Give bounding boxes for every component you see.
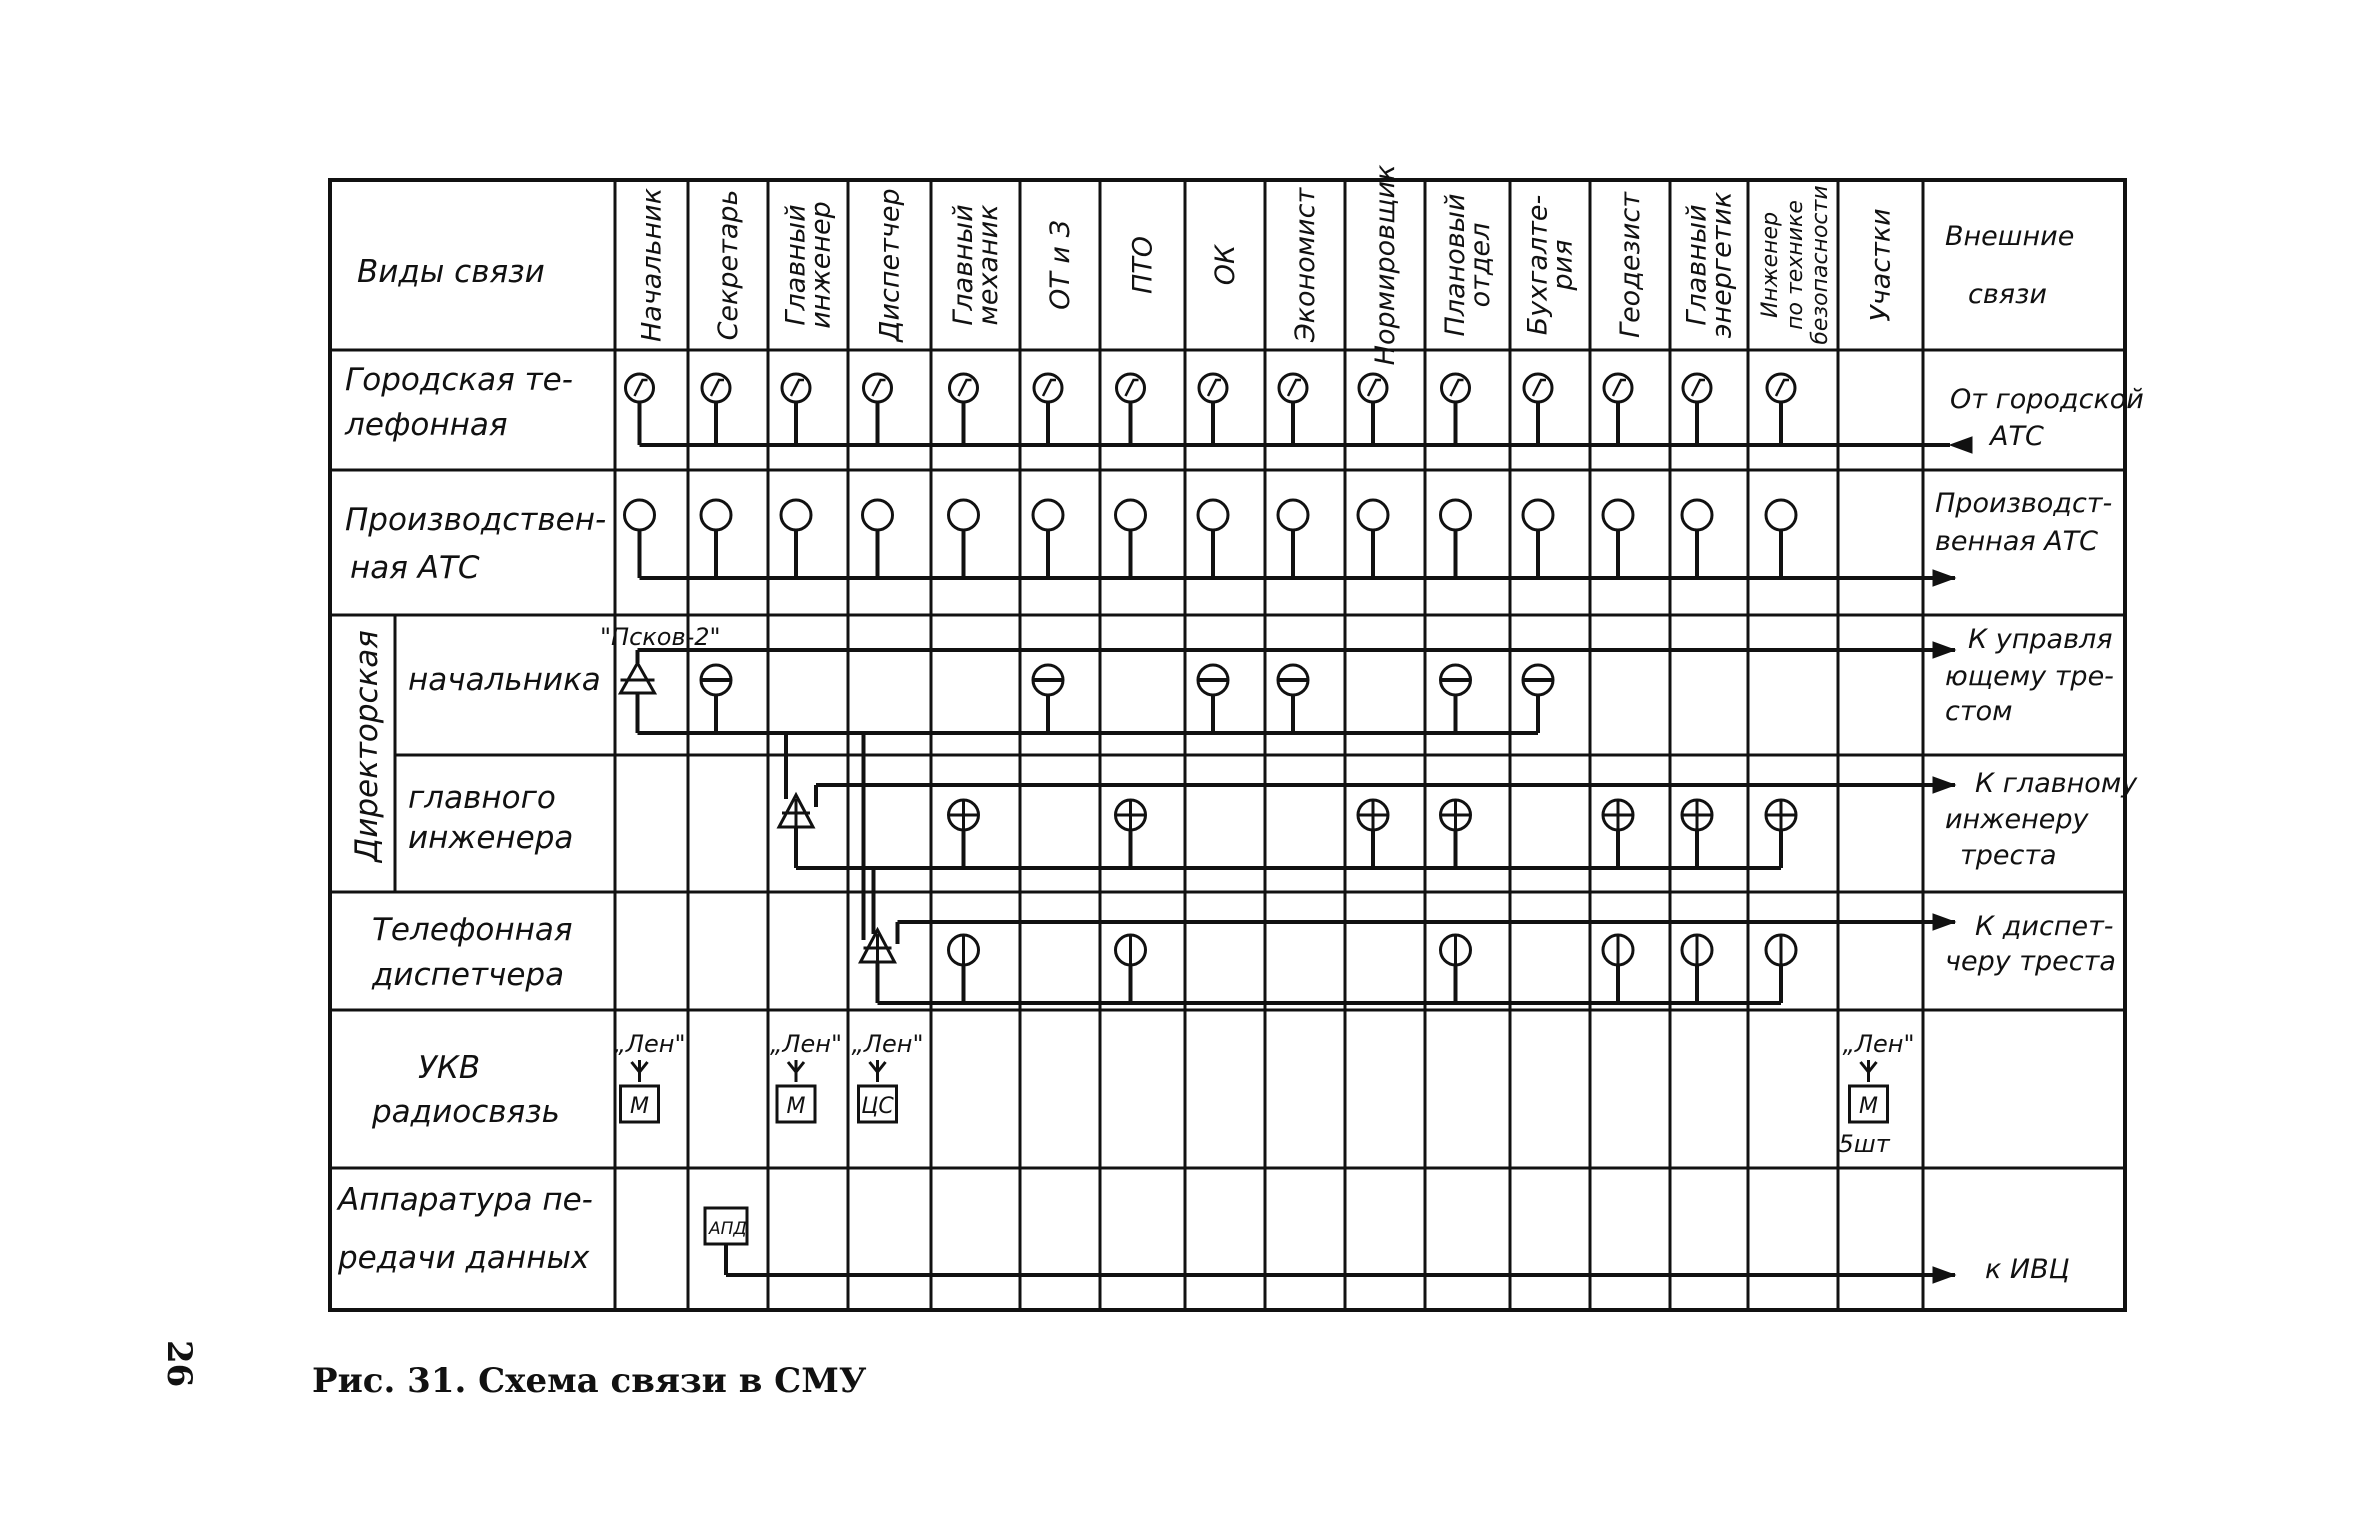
arrow-head	[1933, 642, 1955, 658]
column-header-12-0: Геодезист	[1615, 192, 1646, 338]
column-header-13-1: энергетик	[1706, 191, 1738, 339]
row-label-director-engineer-1: главного	[408, 780, 556, 816]
row-label-city-phone-2: лефонная	[345, 407, 508, 443]
radio-tag: „Лен"	[770, 1030, 842, 1058]
corner-header: Виды связи	[357, 254, 545, 290]
production-phone-symbol	[781, 500, 811, 530]
figure-caption: Рис. 31. Схема связи в СМУ	[312, 1361, 867, 1401]
production-phone-symbol	[1116, 500, 1146, 530]
column-header-14-1: по технике	[1783, 200, 1808, 330]
production-phone-symbol	[949, 500, 979, 530]
pskov-device-label: "Псков-2"	[600, 623, 721, 651]
column-header-2-1: инженер	[805, 201, 837, 329]
radio-count: 5шт	[1838, 1130, 1890, 1158]
column-header-11-1: рия	[1547, 239, 1579, 291]
external-header-line2: связи	[1968, 279, 2047, 310]
column-header-11-0: Бухгалте-	[1522, 194, 1554, 336]
column-header-0-0: Начальник	[636, 187, 668, 343]
ext-dispatcher-2: черу треста	[1945, 946, 2116, 977]
row-label-vhf-radio-2: радиосвязь	[372, 1094, 560, 1130]
production-phone-symbol	[1441, 500, 1471, 530]
radio-tag: „Лен"	[1842, 1030, 1915, 1058]
ext-director-chief-3: стом	[1945, 696, 2013, 727]
external-header-line1: Внешние	[1945, 221, 2075, 252]
wiring	[638, 402, 1973, 1283]
apd-box-label: АПД	[709, 1219, 747, 1239]
column-header-10-0: Плановый	[1440, 193, 1471, 337]
row-label-data-transfer-1: Аппаратура пе-	[338, 1182, 593, 1218]
production-phone-symbol	[863, 500, 893, 530]
row-label-data-transfer-2: редачи данных	[338, 1240, 590, 1276]
ext-director-engineer-1: К главному	[1975, 768, 2138, 799]
row-label-vhf-radio-1: УКВ	[418, 1050, 481, 1086]
radio-box-label: М	[630, 1094, 649, 1119]
ext-dispatcher-1: К диспет-	[1975, 911, 2114, 942]
column-header-15-0: Участки	[1865, 208, 1897, 322]
row-label-director-group: Директорская	[349, 630, 385, 862]
device-symbols	[621, 374, 1797, 965]
row-label-dispatcher-phone-1: Телефонная	[372, 912, 573, 948]
column-header-8-0: Экономист	[1290, 187, 1321, 343]
row-label-city-phone-1: Городская те-	[345, 362, 573, 398]
antenna-icon	[632, 1060, 648, 1082]
column-header-2-0: Главный	[780, 204, 812, 326]
ext-director-engineer-3: треста	[1960, 840, 2057, 871]
column-header-10-1: отдел	[1465, 222, 1496, 308]
radio-tag: „Лен"	[613, 1030, 686, 1058]
antenna-icon	[788, 1060, 804, 1082]
ext-production-ats-1: Производст-	[1935, 488, 2113, 519]
production-phone-symbol	[701, 500, 731, 530]
column-header-4-0: Главный	[948, 204, 979, 326]
ext-director-chief-2: ющему тре-	[1945, 661, 2114, 692]
production-phone-symbol	[1523, 500, 1553, 530]
arrow-head	[1933, 777, 1955, 793]
ext-city-phone-2: АТС	[1990, 421, 2044, 452]
column-header-13-0: Главный	[1681, 204, 1713, 326]
antenna-icon	[1861, 1060, 1877, 1082]
row-label-production-ats-2: ная АТС	[350, 550, 480, 586]
row-label-dispatcher-phone-2: диспетчера	[372, 957, 565, 993]
radio-tag: „Лен"	[851, 1030, 924, 1058]
row-label-director-chief: начальника	[408, 662, 601, 698]
column-header-4-1: механик	[973, 204, 1004, 326]
radio-box-label: М	[786, 1094, 806, 1119]
radio-box-label: ЦС	[861, 1094, 894, 1119]
production-phone-symbol	[1198, 500, 1228, 530]
arrow-head	[1933, 914, 1955, 930]
column-header-7-0: ОК	[1210, 244, 1241, 286]
production-phone-symbol	[1033, 500, 1063, 530]
ext-director-chief-1: К управля	[1968, 624, 2113, 655]
arrow-head	[1950, 437, 1972, 453]
production-phone-symbol	[1278, 500, 1308, 530]
column-header-3-0: Диспетчер	[874, 188, 906, 342]
arrow-head	[1933, 570, 1955, 586]
chief-console-symbol	[621, 663, 655, 693]
arrow-head	[1933, 1267, 1955, 1283]
column-header-9-0: Нормировщик	[1370, 164, 1401, 366]
antenna-icon	[870, 1060, 886, 1082]
column-header-1-0: Секретарь	[713, 189, 744, 341]
ext-director-engineer-2: инженеру	[1945, 804, 2089, 835]
ext-city-phone-1: От городской	[1950, 384, 2144, 415]
production-phone-symbol	[1682, 500, 1712, 530]
column-header-6-0: ПТО	[1127, 235, 1159, 295]
production-phone-symbol	[625, 500, 655, 530]
production-phone-symbol	[1358, 500, 1388, 530]
column-header-14-2: безопасности	[1808, 185, 1833, 345]
ext-data-transfer: к ИВЦ	[1985, 1254, 2070, 1285]
row-label-director-engineer-2: инженера	[408, 820, 574, 856]
production-phone-symbol	[1603, 500, 1633, 530]
production-phone-symbol	[1766, 500, 1796, 530]
page-number: 26	[159, 1340, 199, 1388]
row-label-production-ats-1: Производствен-	[345, 502, 607, 538]
column-header-5-0: ОТ и З	[1045, 220, 1076, 310]
radio-box-label: М	[1859, 1094, 1878, 1119]
column-header-14-0: Инженер	[1758, 211, 1783, 319]
ext-production-ats-2: венная АТС	[1935, 526, 2099, 557]
